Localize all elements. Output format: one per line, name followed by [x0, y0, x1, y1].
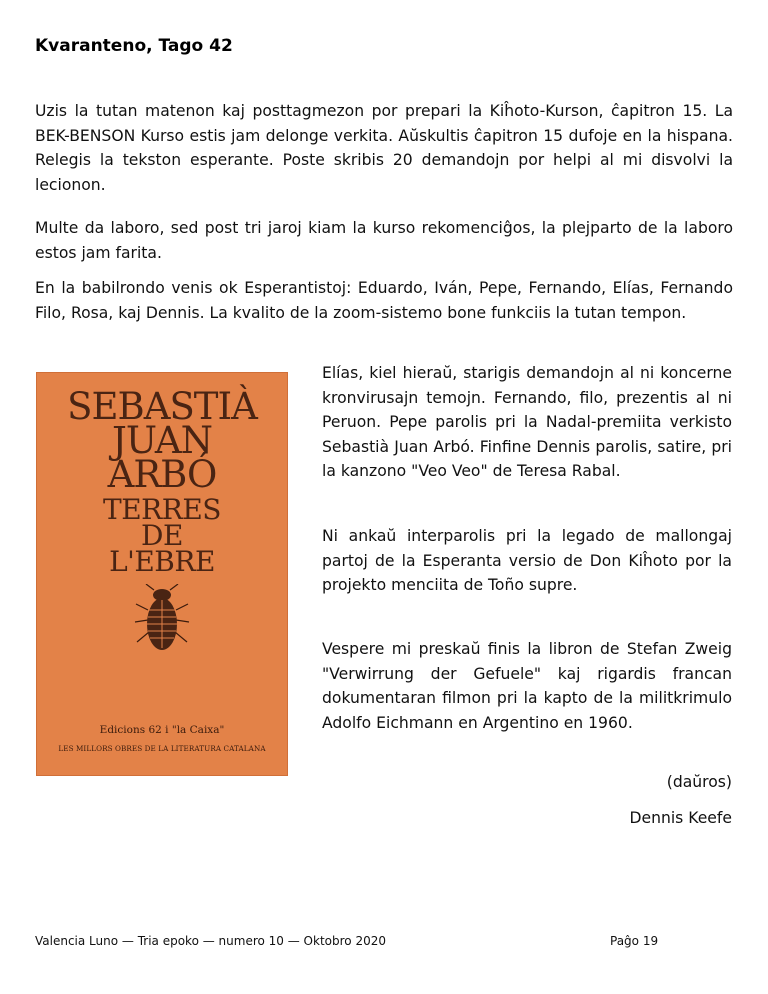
author-signature: Dennis Keefe [629, 809, 732, 827]
page-title: Kvaranteno, Tago 42 [35, 36, 233, 56]
continued-note: (daŭros) [666, 773, 732, 791]
cover-author-line: SEBASTIÀ [67, 385, 257, 428]
footer-publication: Valencia Luno — Tria epoko — numero 10 — Oktobro 2020 [35, 934, 386, 948]
book-cover-image [36, 372, 288, 776]
cover-author-line: ARBÓ [107, 453, 217, 496]
beetle-icon [134, 584, 190, 658]
cover-title-line: L'EBRE [109, 545, 215, 578]
cover-title [36, 493, 288, 578]
paragraph: En la babilrondo venis ok Esperantistoj: Eduardo, Iván, Pepe, Fernando, Elías, Fernando Filo, Rosa, kaj Dennis. La kvalito de la zoom-sistemo bone funkciis la tutan tempon. [35, 279, 733, 322]
cover-title-line: TERRES [103, 493, 221, 526]
cover-author-line: JUAN [112, 419, 212, 462]
cover-collection: LES MILLORS OBRES DE LA LITERATURA CATALANA [58, 744, 266, 753]
paragraph: Multe da laboro, sed post tri jaroj kiam la kurso rekomenciĝos, la plejparto de la laboro estos jam farita. [35, 219, 733, 262]
paragraph: Ni ankaŭ interparolis pri la legado de mallongaj partoj de la Esperanta versio de Don Kiĥoto por la projekto menciita de Toño supre. [322, 527, 732, 594]
cover-author [36, 385, 288, 496]
page-number: Paĝo 19 [610, 934, 659, 948]
cover-title-line: DE [141, 519, 183, 552]
paragraph: Uzis la tutan matenon kaj posttagmezon por prepari la Kiĥoto-Kurson, ĉapitron 15. La BEK-BENSON Kurso estis jam delonge verkita. Aŭskultis ĉapitron 15 dufoje en la hispana. Relegis la tekston esperante. Poste skribis 20 demandojn por helpi al mi disvolvi la lecionon. [35, 102, 733, 194]
paragraph: Vespere mi preskaŭ finis la libron de Stefan Zweig "Verwirrung der Gefuele" kaj rigardis francan dokumentaran filmon pri la kapto de la militkrimulo Adolfo Eichmann en Argentino en 1960. [322, 640, 732, 732]
cover-publisher: Edicions 62 i "la Caixa" [99, 724, 225, 736]
paragraph: Elías, kiel hieraŭ, starigis demandojn al ni koncerne kronvirusajn temojn. Fernando, filo, prezentis al ni Peruon. Pepe parolis pri la Nadal-premiita verkisto Sebastià Juan Arbó. Finfine Dennis parolis, satire, pri la kanzono "Veo Veo" de Teresa Rabal. [322, 364, 732, 480]
